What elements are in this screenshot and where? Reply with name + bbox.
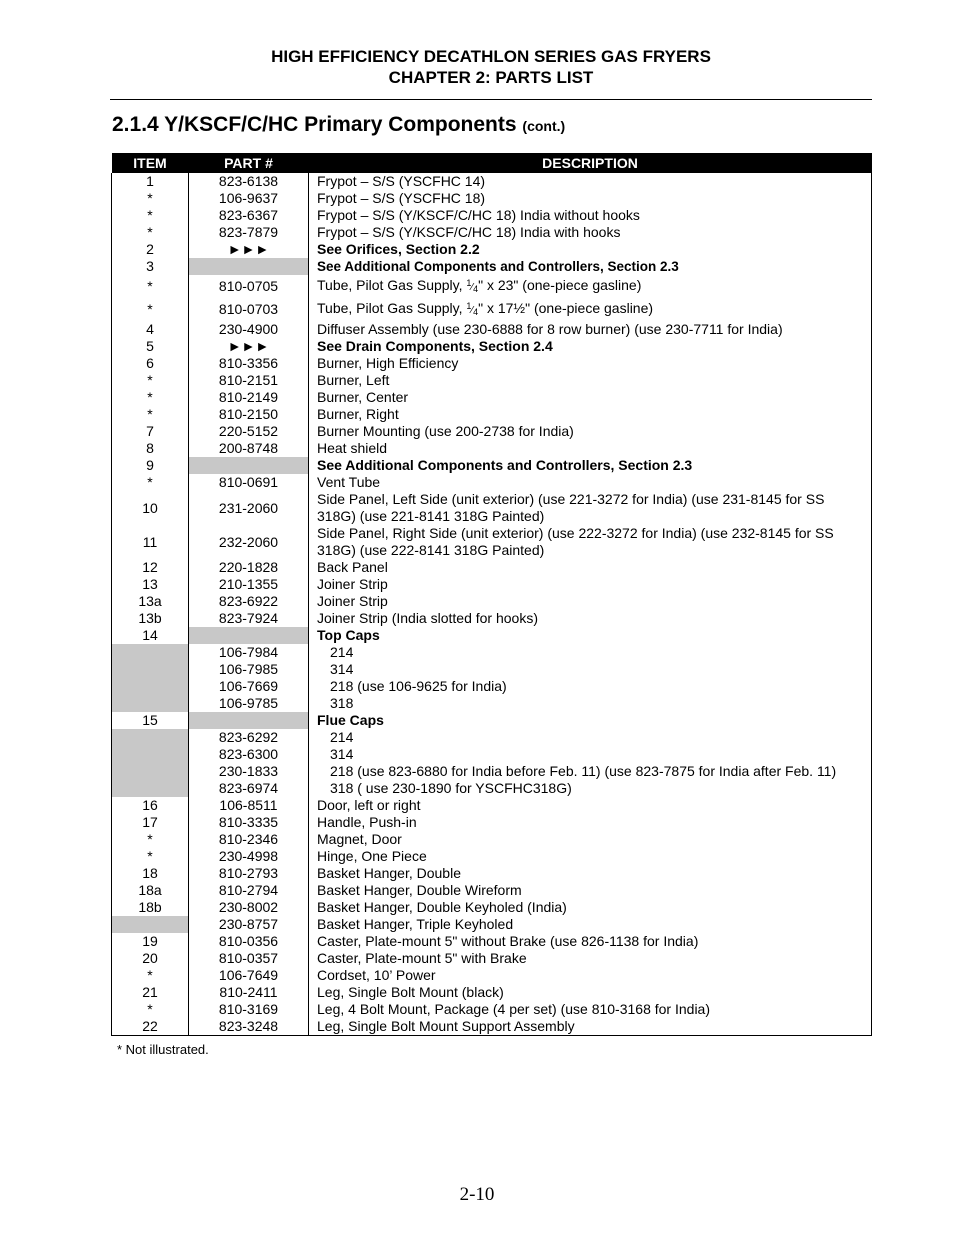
description-text: Joiner Strip (India slotted for hooks): [317, 610, 538, 626]
description-cell: [309, 457, 872, 474]
part-number-cell: 810-0357: [189, 950, 309, 967]
description-cell: [309, 355, 872, 372]
description-text: Leg, Single Bolt Mount Support Assembly: [317, 1018, 575, 1034]
page-number: 2-10: [459, 1184, 495, 1205]
description-text: Burner, Left: [317, 372, 390, 388]
table-row: [112, 899, 872, 916]
table-row: [112, 678, 872, 695]
part-number-cell: 810-2411: [189, 984, 309, 1001]
item-cell: 22: [112, 1018, 189, 1036]
item-cell: 8: [112, 440, 189, 457]
column-header-part: PART #: [189, 153, 309, 173]
fraction-numerator: 1: [466, 278, 472, 288]
description-prefix: Tube, Pilot Gas Supply,: [317, 300, 467, 316]
item-cell: *: [112, 207, 189, 224]
description-text: Basket Hanger, Double Keyholed (India): [317, 899, 567, 915]
description-cell: [309, 372, 872, 389]
description-cell: [309, 644, 872, 661]
item-cell: [112, 661, 189, 678]
section-title: [112, 113, 565, 137]
description-cell: [309, 338, 872, 355]
item-cell: 5: [112, 338, 189, 355]
description-text: 314: [330, 661, 354, 677]
table-row: [112, 831, 872, 848]
description-cell: [309, 797, 872, 814]
table-row: [112, 207, 872, 224]
description-cell: [309, 241, 872, 258]
table-row: [112, 241, 872, 258]
part-number-cell: 823-7879: [189, 224, 309, 241]
part-number-cell: 220-1828: [189, 559, 309, 576]
description-text: Basket Hanger, Double: [317, 865, 461, 881]
description-cell: [309, 814, 872, 831]
description-cell: [309, 406, 872, 423]
item-cell: *: [112, 190, 189, 207]
part-number-cell: 810-2794: [189, 882, 309, 899]
description-text: Burner, Center: [317, 389, 409, 405]
item-cell: 13: [112, 576, 189, 593]
item-cell: [112, 916, 189, 933]
description-suffix: " x 23" (one-piece gasline): [478, 277, 642, 293]
table-row: [112, 525, 872, 559]
column-header-description: DESCRIPTION: [309, 153, 872, 173]
description-cell: [309, 298, 872, 321]
description-text: 314: [330, 746, 354, 762]
part-number-cell: 810-3356: [189, 355, 309, 372]
table-row: [112, 593, 872, 610]
table-row: [112, 729, 872, 746]
item-cell: 14: [112, 627, 189, 644]
description-cell: [309, 1018, 872, 1036]
item-cell: 13b: [112, 610, 189, 627]
part-number-cell: ►►►: [189, 241, 309, 258]
description-cell: [309, 275, 872, 298]
description-text: Leg, 4 Bolt Mount, Package (4 per set) (use 810-3168 for India): [317, 1001, 711, 1017]
table-row: [112, 457, 872, 474]
item-cell: *: [112, 406, 189, 423]
footnote: * Not illustrated.: [117, 1042, 209, 1057]
part-number-cell: 232-2060: [189, 525, 309, 559]
item-cell: [112, 763, 189, 780]
description-text: Vent Tube: [317, 474, 381, 490]
item-cell: 6: [112, 355, 189, 372]
part-number-cell: [189, 712, 309, 729]
table-row: [112, 338, 872, 355]
item-cell: 17: [112, 814, 189, 831]
description-text: Burner, Right: [317, 406, 399, 422]
table-row: [112, 321, 872, 338]
description-cell: [309, 661, 872, 678]
description-cell: [309, 984, 872, 1001]
table-row: [112, 474, 872, 491]
description-cell: [309, 678, 872, 695]
description-text: See Drain Components, Section 2.4: [317, 338, 553, 354]
part-number-cell: 230-8757: [189, 916, 309, 933]
part-number-cell: 823-3248: [189, 1018, 309, 1036]
description-text: Side Panel, Left Side (unit exterior) (use 221-3272 for India) (use 231-8145 for SS 318G) (use 221-8141 318G Painted): [317, 491, 825, 524]
description-text: Burner Mounting (use 200-2738 for India): [317, 423, 574, 439]
part-number-cell: 106-7669: [189, 678, 309, 695]
description-text: 218 (use 106-9625 for India): [330, 678, 507, 694]
part-number-cell: 106-7985: [189, 661, 309, 678]
description-cell: [309, 746, 872, 763]
fraction-denominator: 4: [473, 307, 479, 317]
table-row: [112, 848, 872, 865]
part-number-cell: 810-2149: [189, 389, 309, 406]
description-cell: [309, 763, 872, 780]
description-text: Joiner Strip: [317, 593, 388, 609]
description-cell: [309, 831, 872, 848]
description-text: See Additional Components and Controllers, Section 2.3: [317, 457, 693, 473]
description-text: Leg, Single Bolt Mount (black): [317, 984, 504, 1000]
description-cell: [309, 258, 872, 275]
table-row: [112, 882, 872, 899]
table-row: [112, 423, 872, 440]
table-row: [112, 406, 872, 423]
description-text: 214: [330, 729, 354, 745]
part-number-cell: 230-8002: [189, 899, 309, 916]
table-row: [112, 275, 872, 298]
part-number-cell: 810-2793: [189, 865, 309, 882]
part-number-cell: 823-6300: [189, 746, 309, 763]
part-number-cell: 106-7984: [189, 644, 309, 661]
item-cell: 18a: [112, 882, 189, 899]
table-row: [112, 916, 872, 933]
description-text: 318: [330, 695, 354, 711]
item-cell: 1: [112, 173, 189, 190]
part-number-cell: 810-3335: [189, 814, 309, 831]
description-text: Magnet, Door: [317, 831, 402, 847]
description-cell: [309, 899, 872, 916]
description-cell: [309, 321, 872, 338]
part-number-cell: 810-0691: [189, 474, 309, 491]
table-row: [112, 950, 872, 967]
table-row: [112, 933, 872, 950]
description-cell: [309, 729, 872, 746]
section-title-text: 2.1.4 Y/KSCF/C/HC Primary Components: [112, 113, 517, 136]
table-row: [112, 746, 872, 763]
description-text: [317, 298, 865, 321]
item-cell: *: [112, 389, 189, 406]
description-text: [317, 275, 865, 298]
table-row: [112, 389, 872, 406]
part-number-cell: 810-2151: [189, 372, 309, 389]
table-row: [112, 491, 872, 525]
item-cell: 3: [112, 258, 189, 275]
header-divider: [110, 99, 872, 100]
description-suffix: " x 17½" (one-piece gasline): [478, 300, 654, 316]
description-cell: [309, 882, 872, 899]
item-cell: 7: [112, 423, 189, 440]
description-cell: [309, 610, 872, 627]
table-row: [112, 224, 872, 241]
description-text: Flue Caps: [317, 712, 384, 728]
description-text: Frypot – S/S (YSCFHC 18): [317, 190, 486, 206]
description-cell: [309, 950, 872, 967]
description-text: Basket Hanger, Triple Keyholed: [317, 916, 514, 932]
part-number-cell: 106-9785: [189, 695, 309, 712]
table-row: [112, 355, 872, 372]
table-row: [112, 440, 872, 457]
item-cell: 10: [112, 491, 189, 525]
table-row: [112, 1001, 872, 1018]
table-row: [112, 627, 872, 644]
description-cell: [309, 865, 872, 882]
table-row: [112, 984, 872, 1001]
part-number-cell: 220-5152: [189, 423, 309, 440]
description-cell: [309, 389, 872, 406]
description-text: See Additional Components and Controllers, Section 2.3: [317, 259, 679, 274]
description-cell: [309, 916, 872, 933]
parts-table: [111, 153, 872, 1036]
item-cell: 19: [112, 933, 189, 950]
description-cell: [309, 559, 872, 576]
description-text: Heat shield: [317, 440, 388, 456]
fraction: $^1⁄_4$: [466, 278, 479, 294]
part-number-cell: 200-8748: [189, 440, 309, 457]
table-row: [112, 865, 872, 882]
table-row: [112, 576, 872, 593]
table-row: [112, 372, 872, 389]
description-text: Burner, High Efficiency: [317, 355, 459, 371]
part-number-cell: 823-6922: [189, 593, 309, 610]
table-row: [112, 763, 872, 780]
part-number-cell: [189, 627, 309, 644]
description-cell: [309, 933, 872, 950]
description-text: Side Panel, Right Side (unit exterior) (use 222-3272 for India) (use 232-8145 for SS 318G) (use 222-8141 318G Painted): [317, 525, 834, 558]
table-row: [112, 559, 872, 576]
item-cell: 15: [112, 712, 189, 729]
item-cell: 18b: [112, 899, 189, 916]
section-title-cont: (cont.): [522, 118, 566, 134]
description-cell: [309, 780, 872, 797]
part-number-cell: [189, 258, 309, 275]
part-number-cell: 823-7924: [189, 610, 309, 627]
item-cell: 2: [112, 241, 189, 258]
description-cell: [309, 1001, 872, 1018]
description-cell: [309, 423, 872, 440]
description-prefix: Tube, Pilot Gas Supply,: [317, 277, 467, 293]
header-line-1: HIGH EFFICIENCY DECATHLON SERIES GAS FRYERS: [271, 47, 711, 66]
item-cell: *: [112, 275, 189, 298]
item-cell: *: [112, 967, 189, 984]
description-cell: [309, 190, 872, 207]
item-cell: *: [112, 848, 189, 865]
description-text: Caster, Plate-mount 5" with Brake: [317, 950, 527, 966]
description-cell: [309, 525, 872, 559]
item-cell: 9: [112, 457, 189, 474]
table-row: [112, 661, 872, 678]
description-cell: [309, 695, 872, 712]
description-text: Cordset, 10’ Power: [317, 967, 436, 983]
part-number-cell: 106-7649: [189, 967, 309, 984]
description-cell: [309, 440, 872, 457]
table-row: [112, 644, 872, 661]
description-text: Hinge, One Piece: [317, 848, 427, 864]
parts-table-body: [112, 173, 872, 1036]
description-cell: [309, 576, 872, 593]
description-text: See Orifices, Section 2.2: [317, 241, 480, 257]
item-cell: 12: [112, 559, 189, 576]
part-number-cell: 810-2346: [189, 831, 309, 848]
document-header: [110, 46, 872, 88]
item-cell: [112, 729, 189, 746]
part-number-cell: 810-0703: [189, 298, 309, 321]
part-number-cell: 210-1355: [189, 576, 309, 593]
description-cell: [309, 224, 872, 241]
description-text: 214: [330, 644, 354, 660]
table-row: [112, 190, 872, 207]
description-text: Handle, Push-in: [317, 814, 417, 830]
part-number-cell: 230-4998: [189, 848, 309, 865]
table-row: [112, 780, 872, 797]
description-text: Frypot – S/S (YSCFHC 14): [317, 173, 486, 189]
description-text: Caster, Plate-mount 5" without Brake (use 826-1138 for India): [317, 933, 699, 949]
item-cell: 11: [112, 525, 189, 559]
description-text: Frypot – S/S (Y/KSCF/C/HC 18) India with hooks: [317, 224, 621, 240]
fraction-denominator: 4: [473, 284, 479, 294]
table-row: [112, 1018, 872, 1036]
part-number-cell: [189, 457, 309, 474]
item-cell: 4: [112, 321, 189, 338]
part-number-cell: 810-0356: [189, 933, 309, 950]
description-cell: [309, 474, 872, 491]
part-number-cell: 810-0705: [189, 275, 309, 298]
table-row: [112, 814, 872, 831]
description-cell: [309, 967, 872, 984]
item-cell: [112, 644, 189, 661]
description-text: Back Panel: [317, 559, 388, 575]
description-text: 318 ( use 230-1890 for YSCFHC318G): [330, 780, 572, 796]
item-cell: 18: [112, 865, 189, 882]
description-cell: [309, 712, 872, 729]
part-number-cell: 823-6138: [189, 173, 309, 190]
description-text: Basket Hanger, Double Wireform: [317, 882, 522, 898]
item-cell: [112, 695, 189, 712]
item-cell: 16: [112, 797, 189, 814]
item-cell: 13a: [112, 593, 189, 610]
item-cell: 20: [112, 950, 189, 967]
item-cell: *: [112, 298, 189, 321]
item-cell: *: [112, 372, 189, 389]
description-cell: [309, 173, 872, 190]
table-row: [112, 173, 872, 190]
fraction: $^1⁄_4$: [466, 301, 479, 317]
part-number-cell: 230-4900: [189, 321, 309, 338]
item-cell: *: [112, 831, 189, 848]
table-row: [112, 695, 872, 712]
item-cell: 21: [112, 984, 189, 1001]
item-cell: *: [112, 474, 189, 491]
description-text: Frypot – S/S (Y/KSCF/C/HC 18) India without hooks: [317, 207, 640, 223]
item-cell: *: [112, 224, 189, 241]
part-number-cell: 106-8511: [189, 797, 309, 814]
description-cell: [309, 848, 872, 865]
part-number-cell: 823-6367: [189, 207, 309, 224]
item-cell: *: [112, 1001, 189, 1018]
description-cell: [309, 627, 872, 644]
part-number-cell: 823-6292: [189, 729, 309, 746]
part-number-cell: ►►►: [189, 338, 309, 355]
table-row: [112, 610, 872, 627]
part-number-cell: 810-3169: [189, 1001, 309, 1018]
part-number-cell: 810-2150: [189, 406, 309, 423]
description-cell: [309, 491, 872, 525]
part-number-cell: 230-1833: [189, 763, 309, 780]
column-header-item: ITEM: [112, 153, 189, 173]
part-number-cell: 106-9637: [189, 190, 309, 207]
description-text: Joiner Strip: [317, 576, 388, 592]
part-number-cell: 231-2060: [189, 491, 309, 525]
table-row: [112, 797, 872, 814]
item-cell: [112, 678, 189, 695]
description-text: Top Caps: [317, 627, 380, 643]
part-number-cell: 823-6974: [189, 780, 309, 797]
item-cell: [112, 780, 189, 797]
description-text: 218 (use 823-6880 for India before Feb. 11) (use 823-7875 for India after Feb. 11): [330, 763, 837, 779]
table-row: [112, 298, 872, 321]
item-cell: [112, 746, 189, 763]
description-text: Door, left or right: [317, 797, 421, 813]
description-text: Diffuser Assembly (use 230-6888 for 8 row burner) (use 230-7711 for India): [317, 321, 783, 337]
parts-table-header: [112, 153, 872, 173]
table-row: [112, 258, 872, 275]
fraction-numerator: 1: [466, 301, 472, 311]
table-row: [112, 967, 872, 984]
header-line-2: CHAPTER 2: PARTS LIST: [388, 68, 594, 87]
description-cell: [309, 207, 872, 224]
description-cell: [309, 593, 872, 610]
table-row: [112, 712, 872, 729]
